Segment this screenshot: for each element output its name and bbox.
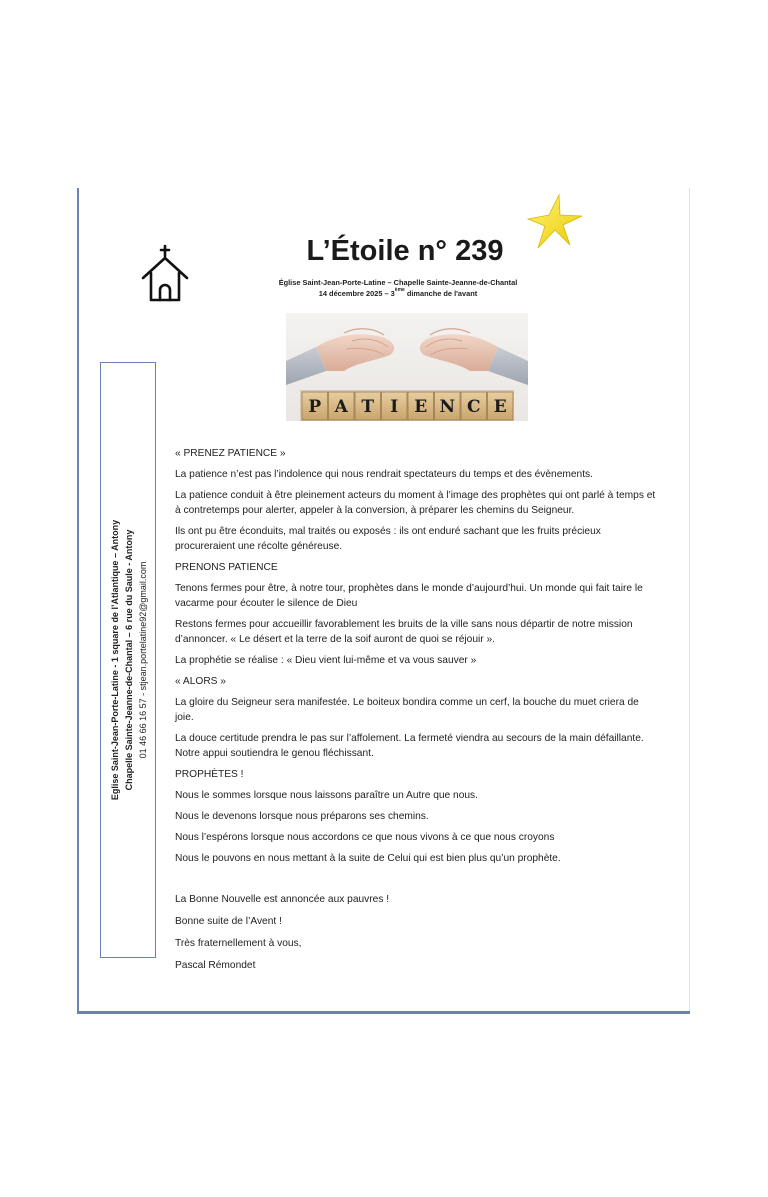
page-right-border bbox=[689, 188, 690, 1014]
paragraph: « PRENEZ PATIENCE » bbox=[175, 448, 286, 459]
paragraph: Nous l’espérons lorsque nous accordons ce que nous vivons à ce que nous croyons bbox=[175, 832, 555, 843]
closing-block bbox=[175, 892, 660, 973]
patience-hero-image bbox=[286, 313, 528, 421]
contact-sidebar bbox=[108, 380, 156, 940]
sidebar-chapel-address: Chapelle Sainte-Jeanne-de-Chantal – 6 rue du Saule - Antony bbox=[124, 529, 134, 791]
letter-tile bbox=[435, 392, 461, 420]
letter-tile bbox=[382, 392, 408, 420]
paragraph: PROPHÈTES ! bbox=[175, 769, 244, 780]
letter-tile bbox=[355, 392, 381, 420]
letter-tile-label: C bbox=[466, 397, 481, 417]
letter-tile-label: I bbox=[390, 397, 399, 417]
paragraph: La patience n’est pas l’indolence qui nous rendrait spectateurs du temps et des évènements. bbox=[175, 469, 593, 480]
paragraph: La douce certitude prendra le pas sur l’affolement. La fermeté viendra au secours de la main défaillante. Notre appui soutiendra le genou fléchissant. bbox=[175, 733, 644, 759]
subtitle-parishes: Église Saint-Jean-Porte-Latine – Chapelle Sainte-Jeanne-de-Chantal bbox=[278, 278, 518, 287]
paragraph: Nous le pouvons en nous mettant à la suite de Celui qui est bien plus qu’un prophète. bbox=[175, 853, 561, 864]
paragraph: La patience conduit à être pleinement acteurs du moment à l’image des prophètes qui ont parlé à temps et à contretemps pour alerter, appeler à la conversion, à préparer les chemins du Seigneur. bbox=[175, 490, 656, 516]
sidebar-contact: 01 46 66 16 57 - stjean.portelatine92@gmail.com bbox=[138, 561, 148, 759]
newsletter-subtitle bbox=[248, 277, 548, 299]
paragraph: « ALORS » bbox=[175, 676, 226, 687]
letter-tile-label: E bbox=[414, 397, 428, 417]
letter-tile-label: T bbox=[361, 397, 375, 417]
newsletter-title: L’Étoile n° 239 bbox=[306, 235, 504, 267]
paragraph: La prophétie se réalise : « Dieu vient lui-même et va vous sauver » bbox=[175, 655, 477, 666]
letter-tile bbox=[461, 392, 487, 420]
page-left-border bbox=[77, 188, 79, 1014]
closing-line: Bonne suite de l’Avent ! bbox=[175, 916, 282, 927]
closing-line: La Bonne Nouvelle est annoncée aux pauvres ! bbox=[175, 894, 390, 905]
paragraph: La gloire du Seigneur sera manifestée. Le boiteux bondira comme un cerf, la bouche du muet criera de joie. bbox=[175, 697, 639, 723]
letter-tile-label: P bbox=[308, 397, 322, 417]
subtitle-date: 14 décembre 2025 – 3ème dimanche de l'avant bbox=[318, 287, 478, 298]
editorial-body bbox=[175, 446, 660, 980]
letter-tile bbox=[488, 392, 514, 420]
page-bottom-border bbox=[77, 1011, 690, 1014]
letter-tile bbox=[302, 392, 328, 420]
letter-tile-label: N bbox=[439, 397, 456, 417]
paragraph: Tenons fermes pour être, à notre tour, prophètes dans le monde d’aujourd’hui. Un monde qui fait taire le vacarme pour écouter le silence de Dieu bbox=[175, 583, 643, 609]
paragraph: Ils ont pu être éconduits, mal traités ou exposés : ils ont enduré sachant que les fruits précieux procureraient une récolte généreuse. bbox=[175, 526, 601, 552]
paragraph: PRENONS PATIENCE bbox=[175, 562, 278, 573]
letter-tile bbox=[329, 392, 355, 420]
paragraph: Nous le sommes lorsque nous laissons paraître un Autre que nous. bbox=[175, 790, 478, 801]
signature: Pascal Rémondet bbox=[175, 960, 256, 971]
letter-tile bbox=[408, 392, 434, 420]
sidebar-church-address: Eglise Saint-Jean-Porte-Latine - 1 square de l’Atlantique – Antony bbox=[110, 519, 120, 801]
church-icon bbox=[140, 244, 190, 302]
closing-line: Très fraternellement à vous, bbox=[175, 938, 302, 949]
paragraph: Restons fermes pour accueillir favorablement les bruits de la ville sans nous départir de notre mission d’annoncer. « Le désert et la terre de la soif auront de quoi se réjouir ». bbox=[175, 619, 633, 645]
paragraph: Nous le devenons lorsque nous préparons ses chemins. bbox=[175, 811, 429, 822]
letter-tile-label: E bbox=[493, 397, 507, 417]
letter-tile-label: A bbox=[334, 397, 348, 417]
